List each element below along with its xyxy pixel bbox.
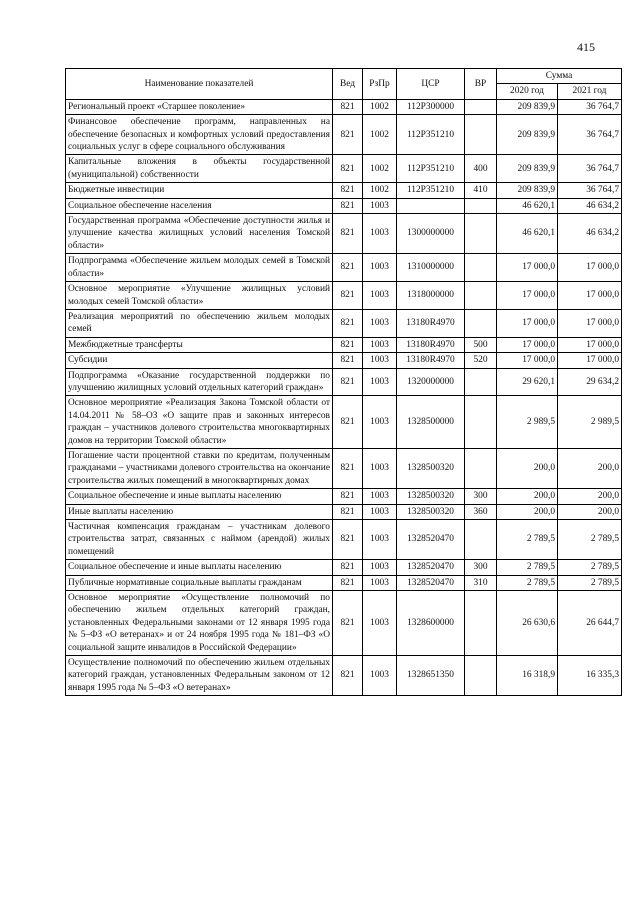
- row-rzpr: 1002: [363, 99, 397, 114]
- row-value-2020: 17 000,0: [497, 337, 558, 352]
- row-ved: 821: [333, 520, 363, 560]
- row-vr: 300: [465, 560, 497, 575]
- row-csr: 1328520470: [397, 560, 465, 575]
- row-ved: 821: [333, 396, 363, 449]
- row-value-2021: 200,0: [558, 504, 622, 519]
- row-value-2021: 2 789,5: [558, 560, 622, 575]
- row-csr: 1328500320: [397, 448, 465, 488]
- row-value-2020: 200,0: [497, 504, 558, 519]
- row-ved: 821: [333, 575, 363, 590]
- table-row: [66, 368, 622, 396]
- row-csr: 13180R4970: [397, 309, 465, 337]
- row-ved: 821: [333, 99, 363, 114]
- row-vr: 520: [465, 353, 497, 368]
- row-rzpr: 1003: [363, 337, 397, 352]
- row-vr: [465, 115, 497, 155]
- table-row: [66, 155, 622, 183]
- row-value-2020: 209 839,9: [497, 99, 558, 114]
- row-value-2021: 29 634,2: [558, 368, 622, 396]
- row-value-2021: 36 764,7: [558, 183, 622, 198]
- row-vr: [465, 368, 497, 396]
- col-csr-header: ЦСР: [397, 69, 465, 100]
- row-rzpr: 1003: [363, 489, 397, 504]
- row-rzpr: 1003: [363, 309, 397, 337]
- row-csr: 13180R4970: [397, 337, 465, 352]
- row-value-2020: 46 620,1: [497, 198, 558, 213]
- row-value-2020: 200,0: [497, 489, 558, 504]
- row-name: Межбюджетные трансферты: [66, 337, 333, 352]
- row-name: Социальное обеспечение и иные выплаты населению: [66, 560, 333, 575]
- col-rzpr-header: РзПр: [363, 69, 397, 100]
- row-vr: [465, 198, 497, 213]
- row-rzpr: 1003: [363, 575, 397, 590]
- row-csr: 112P351210: [397, 155, 465, 183]
- row-ved: 821: [333, 155, 363, 183]
- row-rzpr: 1003: [363, 353, 397, 368]
- col-name-header: Наименование показателей: [66, 69, 333, 100]
- row-value-2020: 17 000,0: [497, 353, 558, 368]
- row-vr: [465, 282, 497, 310]
- row-csr: 1310000000: [397, 254, 465, 282]
- row-vr: 500: [465, 337, 497, 352]
- row-ved: 821: [333, 448, 363, 488]
- row-name: Социальное обеспечение и иные выплаты населению: [66, 489, 333, 504]
- row-vr: [465, 309, 497, 337]
- table-row: [66, 115, 622, 155]
- row-value-2021: 200,0: [558, 448, 622, 488]
- row-value-2020: 2 789,5: [497, 520, 558, 560]
- row-csr: 1328520470: [397, 520, 465, 560]
- col-sum-header: Сумма: [497, 69, 622, 84]
- page-number: 415: [577, 40, 595, 54]
- row-vr: [465, 656, 497, 696]
- row-value-2020: 46 620,1: [497, 214, 558, 254]
- table-row: [66, 183, 622, 198]
- table-row: [66, 575, 622, 590]
- row-csr: 1320000000: [397, 368, 465, 396]
- table-row: [66, 309, 622, 337]
- row-value-2020: 29 620,1: [497, 368, 558, 396]
- row-csr: 1328500000: [397, 396, 465, 449]
- row-ved: 821: [333, 656, 363, 696]
- row-value-2021: 17 000,0: [558, 353, 622, 368]
- row-ved: 821: [333, 504, 363, 519]
- table-body: [66, 99, 622, 695]
- row-value-2021: 2 789,5: [558, 520, 622, 560]
- row-value-2020: 17 000,0: [497, 254, 558, 282]
- row-csr: 1318000000: [397, 282, 465, 310]
- row-ved: 821: [333, 489, 363, 504]
- row-rzpr: 1003: [363, 591, 397, 656]
- row-value-2021: 46 634,2: [558, 198, 622, 213]
- row-ved: 821: [333, 254, 363, 282]
- table-row: [66, 254, 622, 282]
- row-vr: 300: [465, 489, 497, 504]
- table-row: [66, 448, 622, 488]
- row-rzpr: 1003: [363, 198, 397, 213]
- table-row: [66, 489, 622, 504]
- row-vr: [465, 448, 497, 488]
- row-vr: 410: [465, 183, 497, 198]
- row-csr: 1328500320: [397, 504, 465, 519]
- row-csr: 112P300000: [397, 99, 465, 114]
- budget-table: [65, 68, 622, 696]
- row-csr: 1328600000: [397, 591, 465, 656]
- row-value-2020: 2 789,5: [497, 560, 558, 575]
- table-row: [66, 560, 622, 575]
- row-ved: 821: [333, 282, 363, 310]
- row-name: Подпрограмма «Обеспечение жильем молодых семей в Томской области»: [66, 254, 333, 282]
- table-row: [66, 504, 622, 519]
- row-name: Капитальные вложения в объекты государственной (муниципальной) собственности: [66, 155, 333, 183]
- table-row: [66, 337, 622, 352]
- row-name: Субсидии: [66, 353, 333, 368]
- row-value-2021: 36 764,7: [558, 99, 622, 114]
- table-row: [66, 656, 622, 696]
- table-row: [66, 591, 622, 656]
- row-rzpr: 1003: [363, 656, 397, 696]
- row-value-2020: 17 000,0: [497, 309, 558, 337]
- row-ved: 821: [333, 353, 363, 368]
- col-vr-header: ВР: [465, 69, 497, 100]
- row-name: Подпрограмма «Оказание государственной поддержки по улучшению жилищных условий отдельных категорий граждан»: [66, 368, 333, 396]
- table-row: [66, 282, 622, 310]
- row-value-2021: 2 789,5: [558, 575, 622, 590]
- row-name: Публичные нормативные социальные выплаты гражданам: [66, 575, 333, 590]
- row-value-2020: 2 989,5: [497, 396, 558, 449]
- table-row: [66, 214, 622, 254]
- row-name: Финансовое обеспечение программ, направленных на обеспечение безопасных и комфортных условий предоставления социальных услуг в сфере социального обслуживания: [66, 115, 333, 155]
- row-rzpr: 1002: [363, 115, 397, 155]
- row-value-2021: 26 644,7: [558, 591, 622, 656]
- row-name: Основное мероприятие «Осуществление полномочий по обеспечению жильем отдельных категорий граждан, установленных Федеральными законами от 12 января 1995 года № 5–ФЗ «О ветеранах» и от 24 ноября 1995 года № 181–ФЗ «О социальной защите инвалидов в Российской Федерации»: [66, 591, 333, 656]
- row-csr: 13180R4970: [397, 353, 465, 368]
- row-value-2020: 26 630,6: [497, 591, 558, 656]
- row-csr: 1328500320: [397, 489, 465, 504]
- row-csr: 1328651350: [397, 656, 465, 696]
- row-name: Региональный проект «Старшее поколение»: [66, 99, 333, 114]
- row-value-2021: 17 000,0: [558, 309, 622, 337]
- row-rzpr: 1003: [363, 396, 397, 449]
- table-row: [66, 520, 622, 560]
- row-name: Осуществление полномочий по обеспечению жильем отдельных категорий граждан, установленных Федеральным законом от 12 января 1995 года № 5–ФЗ «О ветеранах»: [66, 656, 333, 696]
- row-value-2021: 17 000,0: [558, 337, 622, 352]
- row-ved: 821: [333, 337, 363, 352]
- row-vr: [465, 591, 497, 656]
- row-rzpr: 1003: [363, 282, 397, 310]
- row-rzpr: 1003: [363, 214, 397, 254]
- row-ved: 821: [333, 591, 363, 656]
- table-row: [66, 198, 622, 213]
- row-value-2020: 16 318,9: [497, 656, 558, 696]
- col-ved-header: Вед: [333, 69, 363, 100]
- row-rzpr: 1003: [363, 520, 397, 560]
- row-rzpr: 1003: [363, 448, 397, 488]
- row-csr: 112P351210: [397, 115, 465, 155]
- table-row: [66, 396, 622, 449]
- row-name: Иные выплаты населению: [66, 504, 333, 519]
- row-ved: 821: [333, 183, 363, 198]
- row-vr: [465, 396, 497, 449]
- row-ved: 821: [333, 368, 363, 396]
- row-name: Частичная компенсация гражданам – участникам долевого строительства затрат, связанных с наймом (арендой) жилых помещений: [66, 520, 333, 560]
- row-rzpr: 1003: [363, 504, 397, 519]
- row-csr: 1300000000: [397, 214, 465, 254]
- row-csr: [397, 198, 465, 213]
- row-value-2020: 209 839,9: [497, 155, 558, 183]
- row-vr: [465, 520, 497, 560]
- row-rzpr: 1003: [363, 368, 397, 396]
- row-name: Государственная программа «Обеспечение доступности жилья и улучшение качества жилищных условий населения Томской области»: [66, 214, 333, 254]
- row-vr: 310: [465, 575, 497, 590]
- col-2021-header: 2021 год: [558, 84, 622, 99]
- row-name: Основное мероприятие «Реализация Закона Томской области от 14.04.2011 № 58–ОЗ «О защите прав и законных интересов граждан – участников долевого строительства многоквартирных домов на территории Томской области»: [66, 396, 333, 449]
- row-value-2021: 2 989,5: [558, 396, 622, 449]
- row-value-2020: 209 839,9: [497, 115, 558, 155]
- table-row: [66, 353, 622, 368]
- row-ved: 821: [333, 214, 363, 254]
- row-ved: 821: [333, 198, 363, 213]
- row-name: Основное мероприятие «Улучшение жилищных условий молодых семей Томской области»: [66, 282, 333, 310]
- row-vr: [465, 214, 497, 254]
- row-name: Бюджетные инвестиции: [66, 183, 333, 198]
- row-value-2021: 36 764,7: [558, 115, 622, 155]
- table-header: [66, 69, 622, 100]
- row-rzpr: 1002: [363, 183, 397, 198]
- row-rzpr: 1002: [363, 155, 397, 183]
- row-name: Социальное обеспечение населения: [66, 198, 333, 213]
- row-vr: 400: [465, 155, 497, 183]
- row-ved: 821: [333, 309, 363, 337]
- row-vr: [465, 254, 497, 282]
- row-value-2021: 16 335,3: [558, 656, 622, 696]
- row-ved: 821: [333, 115, 363, 155]
- row-value-2021: 46 634,2: [558, 214, 622, 254]
- row-name: Погашение части процентной ставки по кредитам, полученным гражданами – участниками долевого строительства на окончание строительства жилых помещений в многоквартирных домах: [66, 448, 333, 488]
- row-value-2020: 17 000,0: [497, 282, 558, 310]
- row-vr: 360: [465, 504, 497, 519]
- row-csr: 112P351210: [397, 183, 465, 198]
- row-name: Реализация мероприятий по обеспечению жильем молодых семей: [66, 309, 333, 337]
- row-rzpr: 1003: [363, 254, 397, 282]
- row-value-2020: 2 789,5: [497, 575, 558, 590]
- row-rzpr: 1003: [363, 560, 397, 575]
- row-value-2021: 17 000,0: [558, 282, 622, 310]
- row-value-2020: 200,0: [497, 448, 558, 488]
- col-2020-header: 2020 год: [497, 84, 558, 99]
- row-value-2021: 36 764,7: [558, 155, 622, 183]
- row-value-2021: 17 000,0: [558, 254, 622, 282]
- row-value-2021: 200,0: [558, 489, 622, 504]
- table-row: [66, 99, 622, 114]
- row-value-2020: 209 839,9: [497, 183, 558, 198]
- row-ved: 821: [333, 560, 363, 575]
- row-csr: 1328520470: [397, 575, 465, 590]
- row-vr: [465, 99, 497, 114]
